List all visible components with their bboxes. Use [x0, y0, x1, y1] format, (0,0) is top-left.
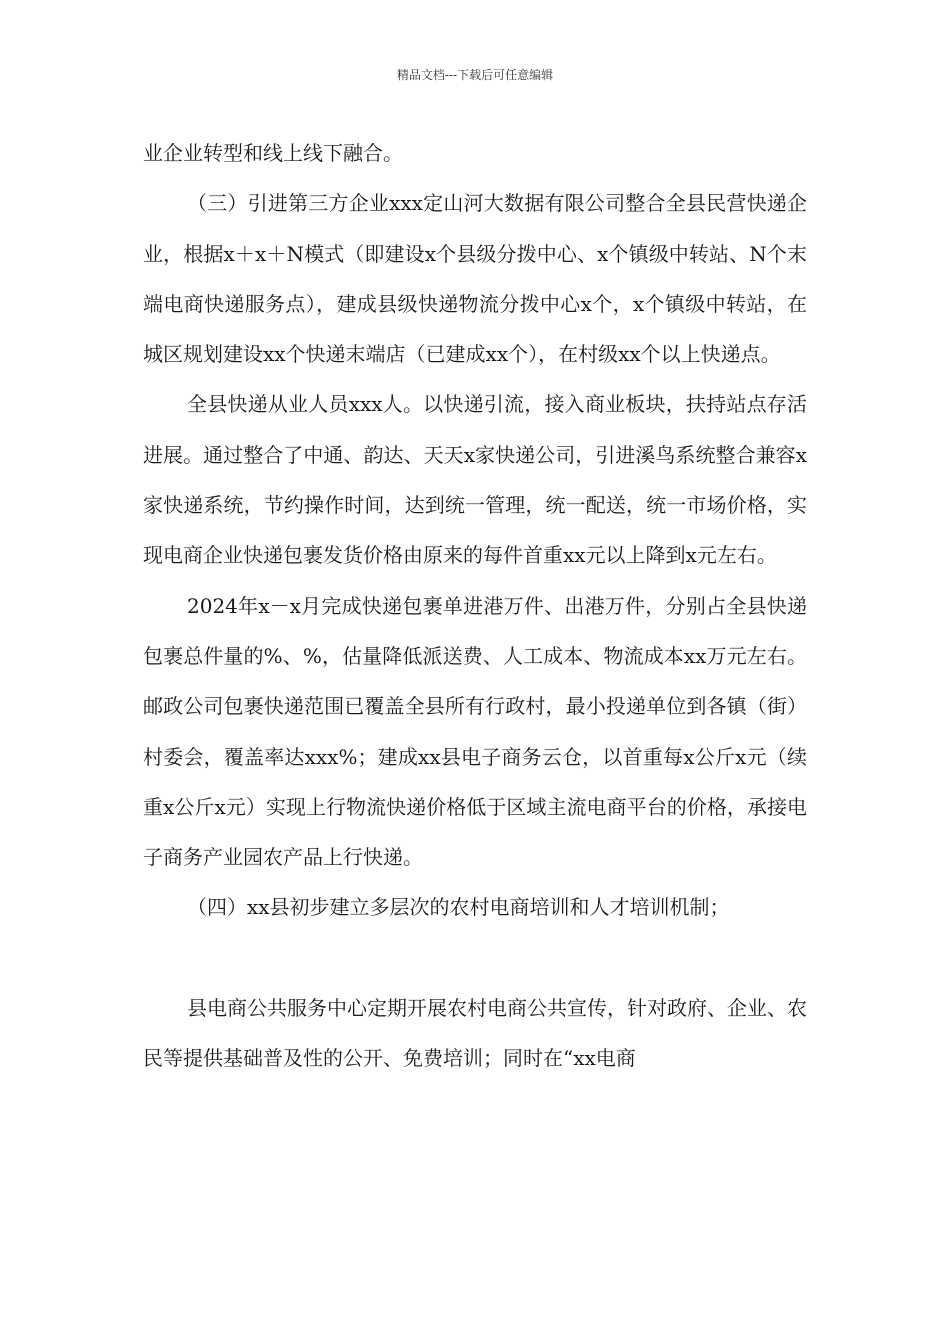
- paragraph-training-center: 县电商公共服务中心定期开展农村电商公共宣传，针对政府、企业、农民等提供基础普及性的公开、免费培训；同时在“xx电商: [143, 995, 807, 1071]
- paragraph-express-staff: 全县快递从业人员xxx人。以快递引流，接入商业板块，扶持站点存活进展。通过整合了中通、韵达、天天x家快递公司，引进溪鸟系统整合兼容x家快递系统，节约操作时间，达到统一管理，统一配送，统一市场价格，实现电商企业快递包裹发货价格由原来的每件首重xx元以上降到x元左右。: [143, 392, 807, 568]
- paragraph-gap: [143, 933, 807, 983]
- paragraph-continuation: 业企业转型和线上线下融合。: [143, 141, 403, 165]
- paragraph-2024-statistics: 2024年x－x月完成快递包裹单进港万件、出港万件，分别占全县快递包裹总件量的%、%，估量降低派送费、人工成本、物流成本xx万元左右。邮政公司包裹快递范围已覆盖全县所有行政村，最小投递单位到各镇（街）村委会，覆盖率达xxx%；建成xx县电子商务云仓，以首重每x公斤x元（续重x公斤x元）实现上行物流快递价格低于区域主流电商平台的价格，承接电子商务产业园农产品上行快递。: [143, 593, 807, 870]
- paragraph-section-four: （四）xx县初步建立多层次的农村电商培训和人才培训机制；: [187, 895, 730, 920]
- paragraph-section-three: （三）引进第三方企业xxx定山河大数据有限公司整合全县民营快递企业，根据x＋x＋N模式（即建设x个县级分拨中心、x个镇级中转站、N个末端电商快递服务点），建成县级快递物流分拨中心x个，x个镇级中转站，在城区规划建设xx个快递末端店（已建成xx个），在村级xx个以上快递点。: [143, 191, 807, 367]
- document-body: [143, 128, 807, 1083]
- page-header: 精品文档---下载后可任意编辑: [396, 68, 554, 82]
